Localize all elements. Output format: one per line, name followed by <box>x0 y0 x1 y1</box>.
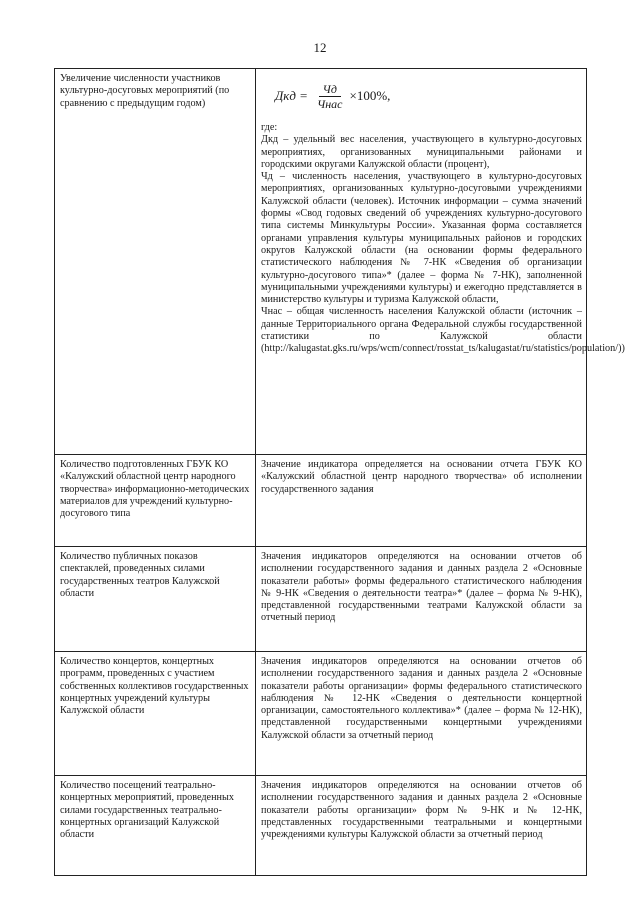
table-row <box>55 547 587 652</box>
formula-denominator: Чнас <box>316 96 343 111</box>
indicator-cell <box>55 455 256 547</box>
indicator-name: Количество подготовленных ГБУК КО «Калужский областной центр народного творчества» информационно-методических материалов для учреждений культурно-досугового типа <box>60 459 250 520</box>
definition-dkd: Дкд – удельный вес населения, участвующего в культурно-досуговых мероприятиях, организованных муниципальными районами и городскими округами Калужской области (процент), <box>261 134 582 170</box>
indicator-name: Количество концертов, концертных программ, проведенных с участием собственных коллективов государственных концертных учреждений культуры Калужской области <box>60 656 249 717</box>
indicators-table <box>54 68 625 876</box>
method-description: Значение индикатора определяется на основании отчета ГБУК КО «Калужский областной центр народного творчества» об исполнении государственного задания <box>261 459 582 495</box>
indicator-cell <box>55 547 256 652</box>
formula-numerator: Чд <box>319 82 341 97</box>
method-cell <box>256 652 587 776</box>
indicator-name: Увеличение численности участников культурно-досуговых мероприятий (по сравнению с предыдущим годом) <box>60 73 230 109</box>
table-row <box>55 652 587 776</box>
indicator-name: Количество публичных показов спектаклей, проведенных силами государственных театров Калужской области <box>60 551 220 599</box>
formula <box>275 76 582 116</box>
formula-lhs: Дкд = <box>275 87 308 103</box>
method-cell <box>256 547 587 652</box>
table-row <box>55 69 587 455</box>
indicator-name: Количество посещений театрально-концертных мероприятий, проведенных силами государственных театрально-концертных организаций Калужской области <box>60 780 234 841</box>
definition-chnas: Чнас – общая численность населения Калужской области (источник – данные Территориального органа Федеральной службы государственной статистики по Калужской области (http://kalugastat.gks.ru/wps/wcm/connect/rosstat_ts/kalugastat/ru/statistics/population/)) <box>261 306 625 355</box>
table-row <box>55 455 587 547</box>
method-description: Значения индикаторов определяются на основании отчетов об исполнении государственного задания и данных раздела 2 «Основные показатели работы организации» форм № 9-НК и № 12-НК, представленных государственными театральными и концертными учреждениями культуры Калужской области за отчетный период <box>261 780 582 841</box>
indicator-cell <box>55 776 256 876</box>
method-cell <box>256 69 625 455</box>
method-cell <box>256 455 587 547</box>
definition-chd: Чд – численность населения, участвующего в культурно-досуговых мероприятиях, организованных культурно-досуговыми учреждениями Калужской области (человек). Источник информации – сумма значений формы «Свод годовых сведений об учреждениях культурно-досугового типа системы Минкультуры России». Указанная форма составляется органами управления культуры муниципальных районов и городских округов Калужской области (на основании формы федерального статистического наблюдения № 7-НК «Сведения об организации культурно-досугового типа»* (далее – форма № 7-НК), заполненной муниципальными учреждениями культуры) и ежегодно представляется в министерство культуры и туризма Калужской области, <box>261 171 582 306</box>
table-row <box>55 776 587 876</box>
formula-rhs: ×100%, <box>349 87 391 103</box>
formula-fraction <box>313 82 347 111</box>
where-label: где: <box>261 122 278 133</box>
method-description: Значения индикаторов определяются на основании отчетов об исполнении государственного задания и данных раздела 2 «Основные показатели работы организации» формы федерального статистического наблюдения № 12-НК «Сведения о деятельности концертной организации, самостоятельного коллектива»* (далее – форма № 12-НК), представленной государственными концертными учреждениями Калужской области за отчетный период <box>261 656 582 741</box>
indicator-cell <box>55 652 256 776</box>
indicator-cell <box>55 69 256 455</box>
method-description: Значения индикаторов определяются на основании отчетов об исполнении государственного задания и данных раздела 2 «Основные показатели работы» формы федерального статистического наблюдения № 9-НК «Сведения о деятельности театра»* (далее – форма № 9-НК), представленной государственными театрами Калужской области за отчетный период <box>261 551 582 624</box>
page-number: 12 <box>313 40 327 55</box>
method-cell <box>256 776 587 876</box>
